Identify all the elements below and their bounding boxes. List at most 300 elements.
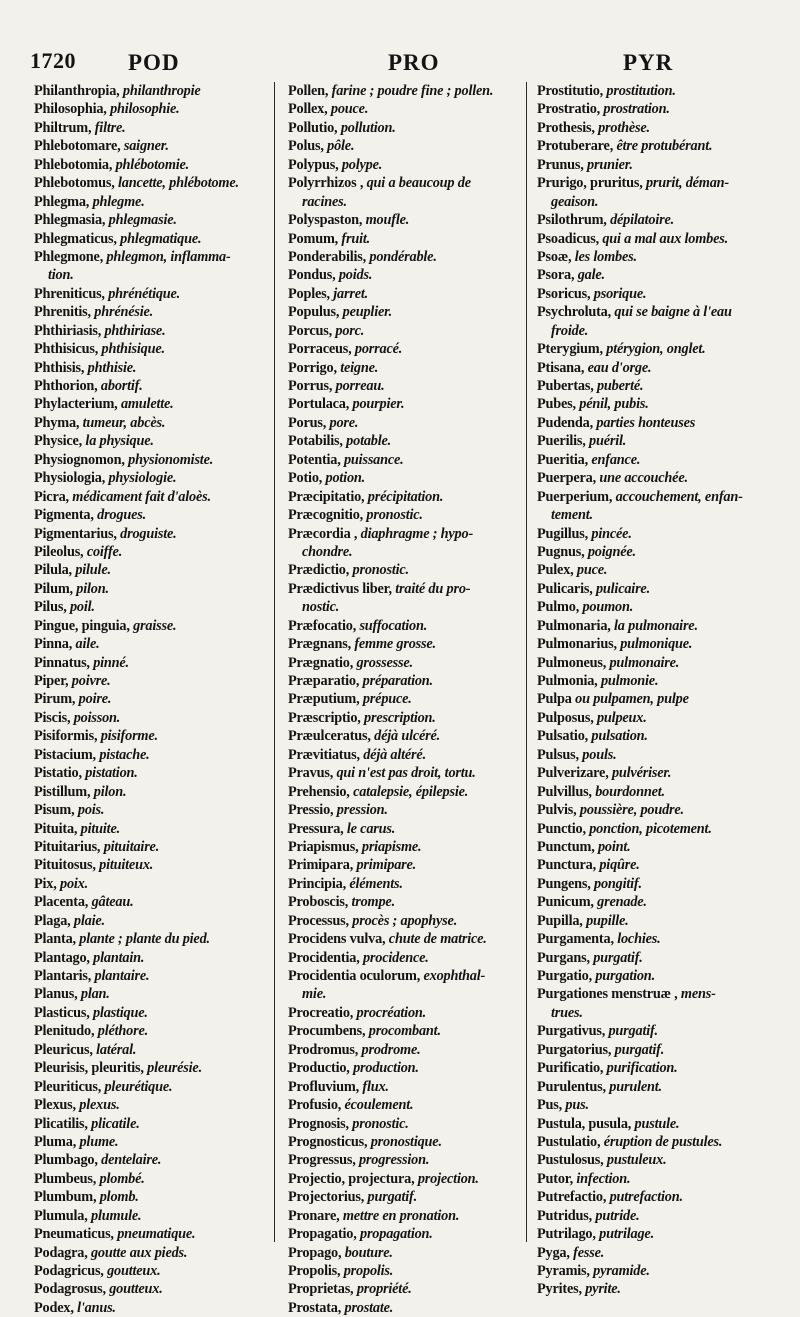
dictionary-entry [537, 1151, 787, 1169]
latin-term: Propago, [288, 1244, 345, 1261]
french-definition: suffocation. [359, 617, 428, 634]
dictionary-entry [288, 838, 528, 856]
dictionary-entry [537, 119, 787, 137]
dictionary-entry [288, 949, 528, 967]
dictionary-entry [537, 377, 787, 395]
french-definition: pinné. [93, 654, 129, 671]
latin-term: Protuberare, [537, 138, 617, 155]
dictionary-entry [34, 985, 268, 1003]
entry-continuation [288, 193, 528, 211]
french-definition: pleurésie. [147, 1060, 202, 1077]
latin-term: Pleurisis, pleuritis, [34, 1060, 148, 1077]
latin-term: Phthisis, [34, 359, 88, 376]
dictionary-entry [34, 617, 268, 635]
french-definition: poignée. [587, 543, 636, 560]
french-definition: production. [353, 1060, 419, 1077]
running-head-left: POD [128, 50, 180, 75]
french-definition: pisiforme. [100, 728, 158, 745]
dictionary-entry [34, 1299, 268, 1317]
dictionary-entry [288, 119, 528, 137]
french-definition: qui a beaucoup de [366, 175, 471, 192]
french-definition: pulmonie. [600, 673, 659, 689]
french-definition: enfance. [591, 451, 641, 468]
french-definition: moufle. [365, 212, 410, 229]
french-definition: putrefaction. [609, 1189, 683, 1206]
dictionary-entry [34, 377, 268, 395]
dictionary-entry [34, 838, 268, 856]
dictionary-entry [288, 230, 528, 248]
latin-term: Pistatio, [34, 765, 86, 782]
french-definition: poisson. [73, 709, 121, 726]
dictionary-entry [288, 506, 528, 524]
french-definition: purgatif. [614, 1041, 665, 1058]
dictionary-entry [34, 488, 268, 506]
french-definition: propolis. [343, 1263, 394, 1279]
french-definition: pituiteux. [99, 857, 154, 874]
french-definition: pituite. [80, 820, 120, 837]
latin-term: Pravus, [288, 765, 337, 782]
latin-term: Phlegma, [34, 193, 93, 210]
dictionary-entry [537, 985, 787, 1003]
latin-term: Pulvis, [537, 802, 580, 819]
french-definition: éléments. [349, 875, 403, 892]
dictionary-entry [34, 875, 268, 893]
dictionary-entry [288, 1022, 528, 1040]
french-definition: phthiriase. [104, 322, 166, 339]
french-definition: putrilage. [599, 1226, 654, 1243]
latin-term: Procidentia, [288, 949, 363, 966]
latin-term: Pyga, [537, 1244, 574, 1261]
latin-term: Pulex, [537, 562, 577, 579]
dictionary-entry [537, 266, 787, 284]
french-definition: qui a mal aux lombes. [602, 230, 729, 247]
dictionary-entry [537, 690, 787, 708]
latin-term: Pisiformis, [34, 728, 101, 745]
french-definition: mens- [680, 986, 716, 1003]
dictionary-entry [34, 727, 268, 745]
dictionary-entry [34, 1022, 268, 1040]
dictionary-entry [34, 672, 268, 690]
french-definition: philosophie. [110, 101, 180, 118]
dictionary-entry [537, 709, 787, 727]
french-definition: filtre. [94, 119, 126, 136]
french-definition: gâteau. [91, 894, 134, 911]
french-definition: pulsation. [591, 728, 648, 745]
french-definition: fesse. [573, 1244, 605, 1261]
french-definition: geaison. [551, 193, 599, 210]
dictionary-entry [34, 193, 268, 211]
french-definition: eau d'orge. [587, 359, 652, 376]
french-definition: poire. [78, 691, 112, 708]
latin-term: Phlebotomia, [34, 156, 116, 173]
dictionary-entry [537, 395, 787, 413]
dictionary-entry [288, 100, 528, 118]
dictionary-entry [34, 1096, 268, 1114]
french-definition: la pulmonaire. [614, 617, 698, 634]
french-definition: pilon. [93, 783, 127, 800]
dictionary-entry [288, 561, 528, 579]
latin-term: Pulmonaria, [537, 617, 615, 634]
dictionary-entry [288, 672, 528, 690]
dictionary-entry [288, 654, 528, 672]
french-definition: phrénétique. [108, 285, 181, 302]
french-definition: bouture. [344, 1244, 393, 1261]
dictionary-entry [537, 137, 787, 155]
latin-term: Picra, [34, 488, 73, 505]
dictionary-entry [288, 1041, 528, 1059]
french-definition: trompe. [351, 894, 395, 911]
french-definition: qui se baigne à l'eau [614, 304, 732, 321]
french-definition: plaie. [73, 912, 105, 929]
dictionary-entry [288, 580, 528, 598]
latin-term: Purgans, [537, 949, 594, 966]
latin-term: Pyrites, [537, 1281, 586, 1298]
french-definition: ponction, picotement. [589, 820, 712, 837]
dictionary-entry [34, 432, 268, 450]
latin-term: Phyma, [34, 414, 83, 431]
latin-term: Pix, [34, 875, 61, 892]
dictionary-entry [288, 174, 528, 192]
latin-term: Psoadicus, [537, 230, 603, 247]
french-definition: éruption de pustules. [603, 1133, 723, 1150]
latin-term: Phlebotomare, [34, 138, 124, 155]
latin-term: Pituitosus, [34, 857, 100, 874]
dictionary-entry [34, 469, 268, 487]
french-definition: gale. [577, 267, 605, 284]
french-definition: aile. [75, 636, 100, 653]
french-definition: chute de matrice. [388, 931, 487, 948]
french-definition: pupille. [586, 912, 629, 929]
latin-term: Porcus, [288, 322, 336, 339]
dictionary-entry [537, 230, 787, 248]
latin-term: Phrenitis, [34, 304, 95, 321]
latin-term: Porus, [288, 414, 330, 431]
latin-term: Projectorius, [288, 1189, 368, 1206]
french-definition: progression. [358, 1152, 430, 1169]
latin-term: Prostata, [288, 1299, 345, 1316]
dictionary-entry [34, 561, 268, 579]
french-definition: procombant. [368, 1023, 441, 1040]
french-definition: précipitation. [367, 488, 444, 505]
dictionary-entry [34, 635, 268, 653]
latin-term: Ponderabilis, [288, 248, 370, 265]
french-definition: parties honteuses [596, 414, 696, 431]
dictionary-entry [288, 967, 528, 985]
dictionary-entry [537, 82, 787, 100]
latin-term: Pulmo, [537, 599, 583, 616]
latin-term: Procreatio, [288, 1004, 357, 1021]
latin-term: Pileolus, [34, 543, 87, 560]
latin-term: Plasticus, [34, 1004, 93, 1021]
entry-continuation [537, 1004, 787, 1022]
dictionary-entry [34, 525, 268, 543]
latin-term: Putrilago, [537, 1226, 600, 1243]
french-definition: infection. [576, 1170, 631, 1187]
french-definition: potable. [346, 433, 392, 450]
latin-term: Pulicaris, [537, 580, 596, 597]
french-definition: peuplier. [342, 304, 393, 321]
latin-term: Plumbum, [34, 1189, 100, 1206]
latin-term: Phylacterium, [34, 396, 121, 413]
french-definition: lancette, phlébotome. [117, 175, 239, 192]
dictionary-entry [34, 285, 268, 303]
dictionary-entry [537, 469, 787, 487]
latin-term: Pyramis, [537, 1263, 594, 1279]
latin-term: Præulceratus, [288, 728, 375, 745]
french-definition: chondre. [302, 543, 353, 560]
french-definition: farine ; poudre fine ; pollen. [331, 83, 494, 99]
french-definition: phthisie. [87, 359, 137, 376]
entry-column-2 [288, 82, 528, 1316]
latin-term: Philtrum, [34, 119, 95, 136]
latin-term: Plenitudo, [34, 1023, 98, 1040]
dictionary-entry [288, 856, 528, 874]
latin-term: Potentia, [288, 451, 344, 468]
dictionary-entry [34, 949, 268, 967]
french-definition: déjà altéré. [363, 746, 426, 763]
latin-term: Purificatio, [537, 1060, 607, 1077]
dictionary-entry [34, 820, 268, 838]
latin-term: Prævitiatus, [288, 746, 364, 763]
dictionary-entry [537, 1188, 787, 1206]
french-definition: plume. [79, 1133, 119, 1150]
french-definition: pôle. [327, 138, 355, 155]
latin-term: Pueritia, [537, 451, 592, 468]
dictionary-entry [288, 211, 528, 229]
latin-term: Punctio, [537, 820, 590, 837]
dictionary-entry [34, 893, 268, 911]
dictionary-entry [537, 1022, 787, 1040]
french-definition: point. [597, 838, 631, 855]
latin-term: Psoricus, [537, 285, 594, 302]
latin-term: Plantago, [34, 949, 94, 966]
latin-term: Psoæ, [537, 248, 575, 265]
french-definition: phlegme. [92, 193, 145, 210]
latin-term: Placenta, [34, 894, 92, 911]
dictionary-entry [34, 230, 268, 248]
dictionary-entry [537, 1115, 787, 1133]
french-definition: pression. [336, 802, 388, 819]
dictionary-entry [288, 635, 528, 653]
french-definition: qui n'est pas droit, tortu. [336, 765, 476, 782]
french-definition: pus. [565, 1097, 589, 1114]
french-definition: phlegmatique. [120, 230, 202, 247]
french-definition: prurit, déman- [645, 175, 729, 192]
french-definition: plomb. [99, 1189, 139, 1206]
latin-term: Plumbeus, [34, 1170, 100, 1187]
dictionary-entry [34, 248, 268, 266]
latin-term: Polyspaston, [288, 212, 366, 229]
latin-term: Pulsus, [537, 746, 583, 763]
dictionary-entry [537, 783, 787, 801]
dictionary-entry [537, 912, 787, 930]
french-definition: pronostic. [352, 1115, 409, 1132]
dictionary-entry [34, 322, 268, 340]
latin-term: Phlegmone, [34, 248, 107, 265]
dictionary-entry [537, 764, 787, 782]
latin-term: Propagatio, [288, 1226, 360, 1243]
french-definition: purgatif. [608, 1023, 658, 1040]
dictionary-entry [288, 690, 528, 708]
dictionary-entry [288, 248, 528, 266]
french-definition: prépuce. [362, 691, 412, 708]
latin-term: Prostratio, [537, 101, 604, 118]
dictionary-entry [288, 746, 528, 764]
latin-term: Pleuriticus, [34, 1078, 105, 1095]
dictionary-entry [288, 1170, 528, 1188]
french-definition: ou pulpamen, pulpe [575, 691, 689, 708]
french-definition: l'anus. [77, 1299, 116, 1316]
french-definition: être protubérant. [616, 138, 713, 155]
page-number: 1720 [30, 48, 76, 73]
dictionary-entry [34, 580, 268, 598]
dictionary-entry [288, 1188, 528, 1206]
latin-term: Propolis, [288, 1263, 344, 1279]
french-definition: piqûre. [599, 857, 640, 874]
dictionary-entry [288, 1262, 528, 1280]
french-definition: poussière, poudre. [579, 802, 684, 819]
latin-term: Præparatio, [288, 673, 363, 689]
dictionary-entry [288, 451, 528, 469]
french-definition: prunier. [587, 156, 633, 173]
dictionary-entry [288, 820, 528, 838]
french-definition: flux. [362, 1078, 389, 1095]
french-definition: jarret. [333, 285, 369, 302]
latin-term: Pressio, [288, 802, 337, 819]
french-definition: trues. [551, 1004, 583, 1021]
dictionary-entry [537, 156, 787, 174]
dictionary-entry [34, 1188, 268, 1206]
dictionary-entry [537, 930, 787, 948]
french-definition: tement. [551, 507, 593, 524]
dictionary-entry [537, 451, 787, 469]
entry-continuation [537, 322, 787, 340]
latin-term: Purgationes menstruæ , [537, 986, 681, 1003]
latin-term: Præfocatio, [288, 617, 360, 634]
latin-term: Polus, [288, 138, 328, 155]
dictionary-entry [288, 930, 528, 948]
french-definition: pincée. [591, 525, 632, 542]
latin-term: Pulverizare, [537, 765, 612, 782]
dictionary-entry [288, 285, 528, 303]
latin-term: Proprietas, [288, 1281, 357, 1298]
latin-term: Plantaris, [34, 968, 95, 984]
latin-term: Pulmonia, [537, 673, 601, 689]
dictionary-entry [34, 395, 268, 413]
french-definition: plexus. [79, 1097, 120, 1114]
latin-term: Plumula, [34, 1207, 91, 1224]
french-definition: prodrome. [361, 1041, 421, 1058]
entry-continuation [288, 598, 528, 616]
latin-term: Physice, [34, 433, 86, 450]
dictionary-entry [537, 543, 787, 561]
latin-term: Pituitarius, [34, 838, 104, 855]
french-definition: grenade. [597, 894, 647, 911]
dictionary-entry [288, 525, 528, 543]
dictionary-entry [34, 211, 268, 229]
french-definition: putride. [595, 1207, 640, 1224]
entry-column-3 [537, 82, 787, 1298]
dictionary-entry [537, 727, 787, 745]
dictionary-entry [288, 303, 528, 321]
running-head-right: PYR [623, 50, 674, 75]
dictionary-entry [34, 654, 268, 672]
latin-term: Pugillus, [537, 525, 592, 542]
french-definition: pore. [329, 414, 359, 431]
latin-term: Phthisicus, [34, 341, 102, 358]
latin-term: Pomum, [288, 230, 342, 247]
dictionary-entry [288, 359, 528, 377]
dictionary-entry [537, 100, 787, 118]
french-definition: préparation. [362, 673, 433, 689]
dictionary-entry [288, 1133, 528, 1151]
french-definition: primipare. [356, 857, 417, 874]
dictionary-entry [34, 746, 268, 764]
dictionary-entry [34, 100, 268, 118]
entry-continuation [288, 543, 528, 561]
latin-term: Pinnatus, [34, 654, 94, 671]
dictionary-entry [34, 506, 268, 524]
french-definition: physiologie. [108, 470, 177, 487]
latin-term: Pigmentarius, [34, 525, 121, 542]
latin-term: Phlegmasia, [34, 212, 109, 229]
dictionary-entry [34, 1115, 268, 1133]
latin-term: Phthorion, [34, 378, 101, 394]
dictionary-entry [537, 856, 787, 874]
latin-term: Putrefactio, [537, 1189, 610, 1206]
column-divider [274, 82, 275, 1242]
french-definition: pondérable. [369, 248, 437, 265]
latin-term: Psychroluta, [537, 304, 615, 321]
dictionary-entry [288, 488, 528, 506]
dictionary-entry [537, 488, 787, 506]
latin-term: Prothesis, [537, 119, 599, 136]
dictionary-entry [288, 709, 528, 727]
dictionary-entry [288, 414, 528, 432]
french-definition: médicament fait d'aloès. [72, 488, 211, 505]
dictionary-entry [537, 654, 787, 672]
french-definition: mettre en pronation. [342, 1207, 460, 1224]
latin-term: Primipara, [288, 857, 357, 874]
dictionary-entry [34, 709, 268, 727]
dictionary-entry [537, 1133, 787, 1151]
dictionary-entry [34, 856, 268, 874]
french-definition: polype. [341, 156, 383, 173]
entry-continuation [537, 193, 787, 211]
dictionary-entry [34, 690, 268, 708]
page-header [0, 48, 800, 78]
french-definition: pustuleux. [606, 1152, 667, 1169]
french-definition: pronostique. [370, 1133, 442, 1150]
latin-term: Punctura, [537, 857, 600, 874]
french-definition: puéril. [589, 433, 627, 450]
dictionary-entry [34, 414, 268, 432]
latin-term: Pustulosus, [537, 1152, 607, 1169]
latin-term: Podagrosus, [34, 1281, 110, 1298]
french-definition: psorique. [593, 285, 647, 302]
latin-term: Portulaca, [288, 396, 353, 413]
french-definition: graisse. [133, 617, 177, 634]
french-definition: pouce. [330, 101, 369, 118]
french-definition: les lombes. [574, 248, 637, 265]
dictionary-entry [288, 893, 528, 911]
latin-term: Punicum, [537, 894, 598, 911]
dictionary-entry [34, 1004, 268, 1022]
entry-continuation [34, 266, 268, 284]
french-definition: tion. [48, 267, 74, 284]
dictionary-entry [34, 1151, 268, 1169]
latin-term: Porraceus, [288, 341, 355, 358]
